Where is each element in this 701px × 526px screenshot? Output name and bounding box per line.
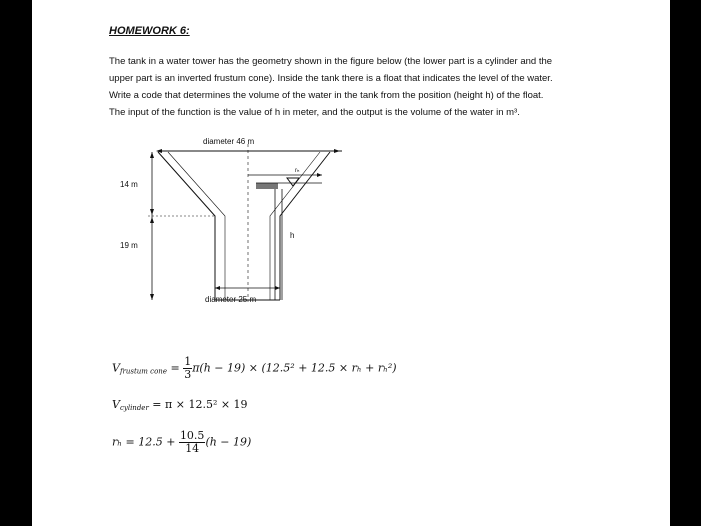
frustum-equation: $V_{frustum cone}$ = $\frac{1}{3}$ π(h − 19) × (12.5² + 12.5 × rₕ + rₕ²) [112, 355, 397, 381]
dim-arrowhead-mid-up [150, 209, 154, 215]
bottom-diameter-label: diameter 25 m [205, 295, 257, 304]
problem-line-2: upper part is an inverted frustum cone). Inside the tank there is a float that indicates the level of the water. [109, 73, 553, 84]
frustum-fraction [183, 356, 192, 381]
top-diameter-label: diameter 46 m [203, 137, 255, 146]
problem-line-4: The input of the function is the value of h in meter, and the output is the volume of the water in m³. [109, 107, 520, 118]
frustum-lhs-sub: frustum cone [119, 367, 167, 376]
cylinder-lhs-sub: cylinder [119, 404, 149, 412]
tank-outline [158, 152, 330, 300]
frustum-frac-den: 3 [184, 368, 192, 381]
rh-rest: (h − 19) [205, 435, 252, 449]
rh-arrowhead [317, 173, 322, 177]
rh-lhs: rₕ = 12.5 + [112, 435, 176, 449]
dim-arrowhead-mid-down [150, 217, 154, 223]
h-label: h [290, 231, 295, 240]
water-level-icon [287, 178, 299, 186]
frustum-rest: π(h − 19) × (12.5² + 12.5 × rₕ + rₕ²) [192, 361, 397, 375]
rh-label: rₕ [295, 168, 300, 174]
homework-page [32, 0, 670, 526]
problem-line-1: The tank in a water tower has the geometry shown in the figure below (the lower part is a cylinder and the [109, 56, 553, 67]
frustum-lhs: V [112, 361, 120, 375]
bottom-arrowhead-left [215, 286, 220, 290]
float [256, 183, 278, 189]
cylinder-rhs: = π × 12.5² × 19 [152, 398, 248, 411]
frustum-frac-num: 1 [184, 355, 192, 368]
tank-inner-wall [168, 152, 320, 300]
dim-arrowhead-bottom [150, 294, 154, 300]
rh-fraction [179, 430, 206, 455]
rh-frac-den: 14 [185, 442, 200, 455]
tank-figure [112, 130, 342, 310]
rh-equation [112, 430, 251, 455]
homework-title: HOMEWORK 6: [109, 25, 190, 37]
cylinder-equation [112, 398, 248, 412]
lower-height-label: 19 m [120, 241, 138, 250]
rh-frac-num: 10.5 [179, 429, 205, 442]
cylinder-lhs: V [112, 398, 120, 411]
upper-height-label: 14 m [120, 180, 138, 189]
dim-arrowhead-top [150, 152, 154, 158]
arrowhead-right [334, 149, 340, 153]
bottom-arrowhead-right [275, 286, 280, 290]
problem-line-3: Write a code that determines the volume of the water in the tank from the position (height h) of the float. [109, 90, 544, 101]
